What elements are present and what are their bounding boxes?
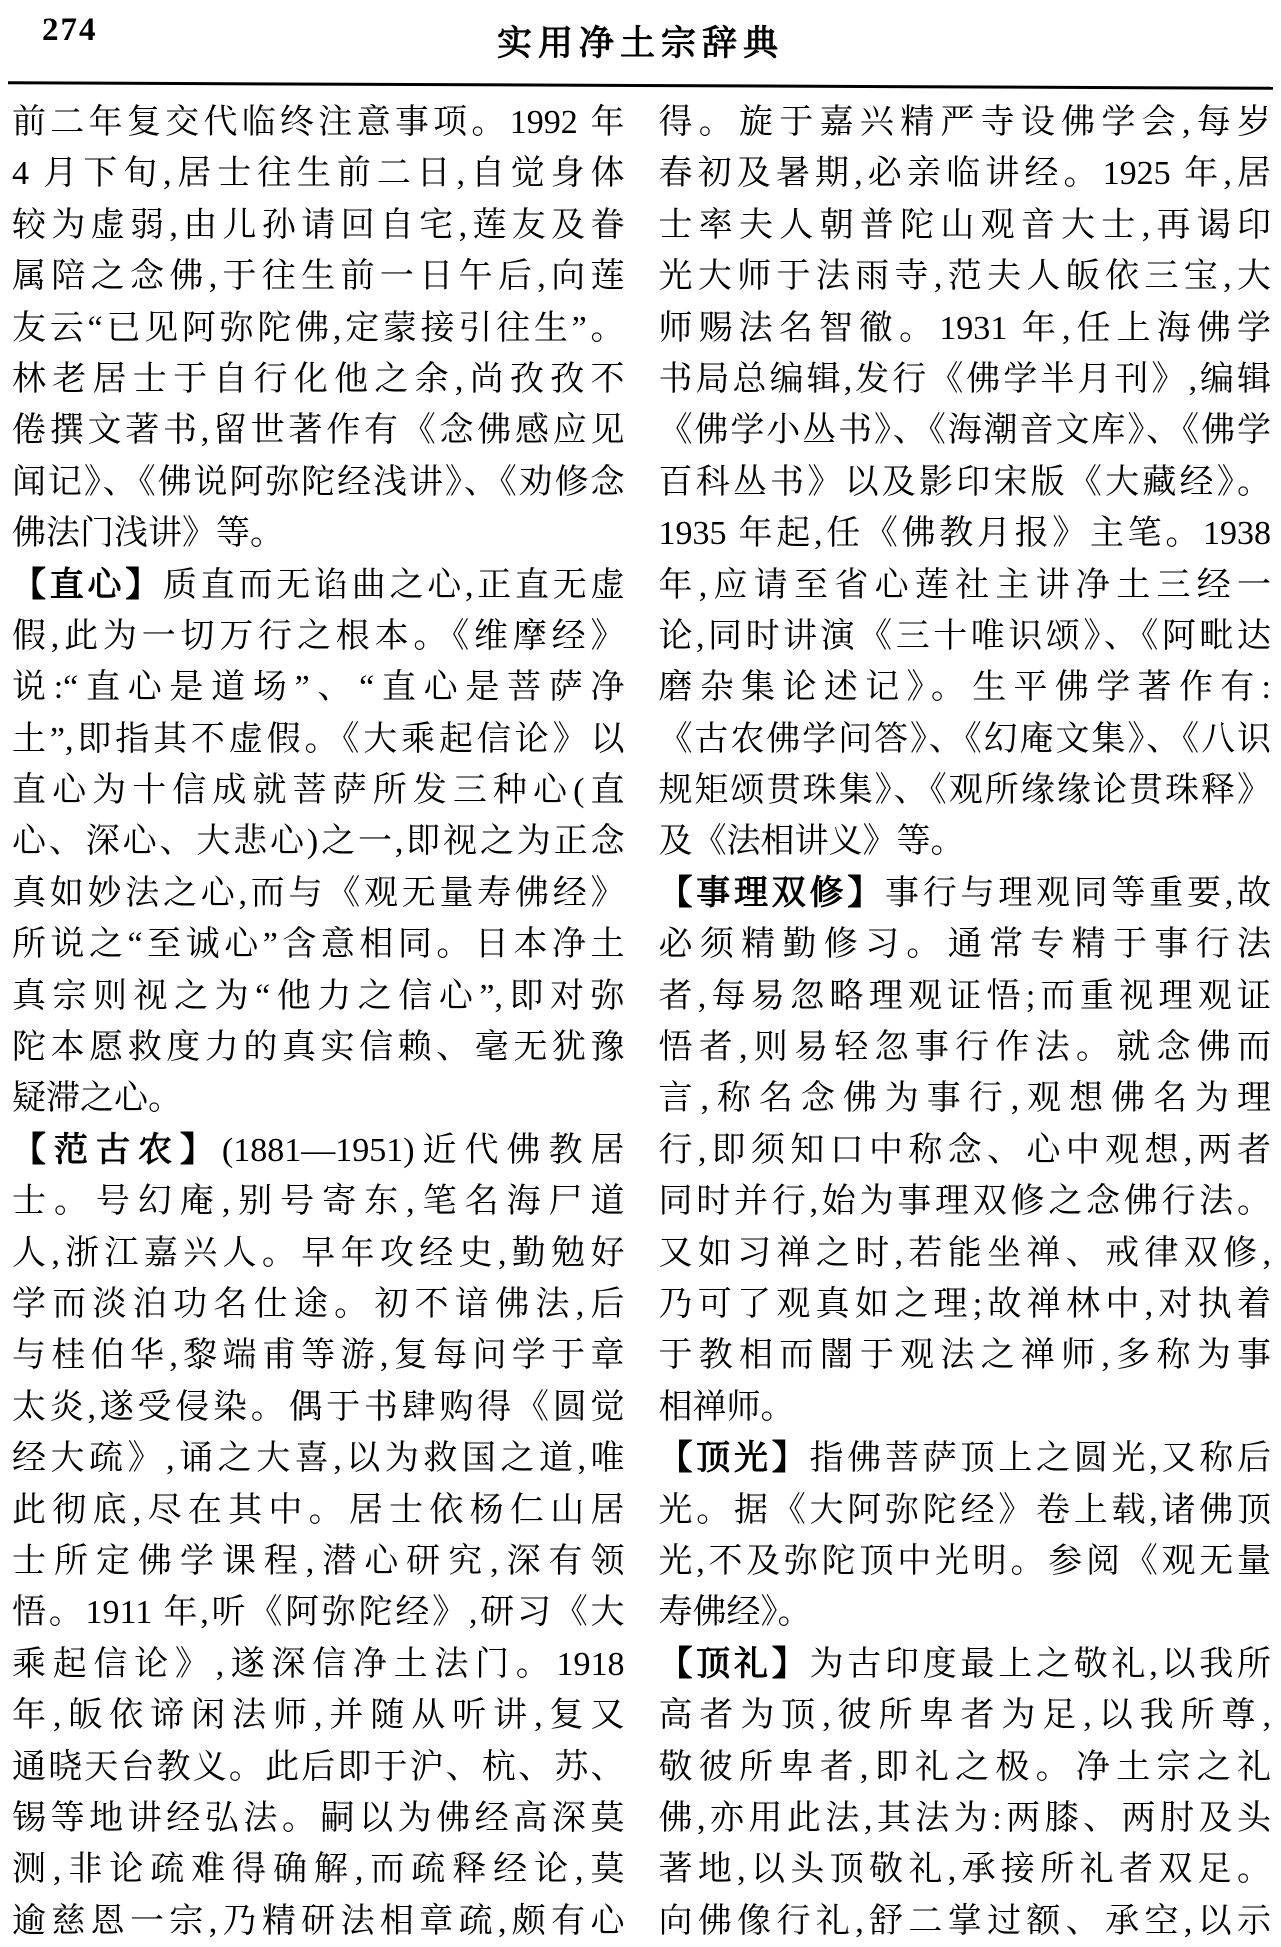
text-line: 士所定佛学课程,潜心研究,深有领 xyxy=(12,1542,625,1580)
text-line: 春初及暑期,必亲临讲经。1925 年,居 xyxy=(658,155,1271,193)
text-line: 论,同时讲演《三十唯识颂》、《阿毗达 xyxy=(658,617,1271,655)
text-line: 属陪之念佛,于往生前一日午后,向莲 xyxy=(12,258,625,296)
text-line: 规矩颂贯珠集》、《观所缘缘论贯珠释》 xyxy=(658,772,1271,810)
text-line: 与桂伯华,黎端甫等游,复每问学于章 xyxy=(12,1337,625,1375)
text-line: 及《法相讲义》等。 xyxy=(658,823,965,861)
right-column xyxy=(659,97,1272,1947)
entry-headword: 【顶光】 xyxy=(658,1440,810,1478)
text-line: 悟者,则易轻忽事行作法。就念佛而 xyxy=(658,1029,1271,1067)
text-line: 寿佛经》。 xyxy=(658,1594,812,1632)
text-line: 年,皈依谛闲法师,并随从听讲,复又 xyxy=(12,1697,625,1735)
text-line: 敬彼所卑者,即礼之极。净土宗之礼 xyxy=(658,1748,1271,1786)
text-line: 【顶礼】为古印度最上之敬礼,以我所 xyxy=(658,1645,1271,1683)
text-line: 真宗则视之为“他力之信心”,即对弥 xyxy=(12,977,625,1015)
text-line: 士。号幻庵,别号寄东,笔名海尸道 xyxy=(12,1183,625,1221)
text-line: 假,此为一切万行之根本。《维摩经》 xyxy=(12,617,625,655)
text-line: 又如习禅之时,若能坐禅、戒律双修, xyxy=(658,1234,1271,1272)
text-line: 悟。1911 年,听《阿弥陀经》,研习《大 xyxy=(12,1594,625,1632)
page-number: 274 xyxy=(42,12,98,48)
text-line: 经大疏》,诵之大喜,以为救国之道,唯 xyxy=(12,1440,625,1478)
text-line: 疑滞之心。 xyxy=(12,1080,182,1118)
text-line: 相禅师。 xyxy=(658,1388,795,1426)
text-line: 光,不及弥陀顶中光明。参阅《观无量 xyxy=(658,1542,1271,1580)
text-line: 年,应请至省心莲社主讲净土三经一 xyxy=(658,566,1271,604)
text-line: 真如妙法之心,而与《观无量寿佛经》 xyxy=(12,874,625,912)
text-line: 乃可了观真如之理;故禅林中,对执着 xyxy=(658,1285,1271,1323)
entry-headword: 【范古农】 xyxy=(12,1131,222,1169)
text-line: 佛法门浅讲》等。 xyxy=(12,515,284,553)
text-line: 人,浙江嘉兴人。早年攻经史,勤勉好 xyxy=(12,1234,625,1272)
text-line: 高者为顶,彼所卑者为足,以我所尊, xyxy=(658,1697,1271,1735)
text-line: 所说之“至诚心”含意相同。日本净土 xyxy=(12,926,625,964)
text-line: 闻记》、《佛说阿弥陀经浅讲》、《劝修念 xyxy=(12,463,625,501)
text-line: 乘起信论》,遂深信净土法门。1918 xyxy=(12,1645,625,1683)
text-line: 【顶光】指佛菩萨顶上之圆光,又称后 xyxy=(658,1440,1271,1478)
text-line: 太炎,遂受侵染。偶于书肆购得《圆觉 xyxy=(12,1388,625,1426)
text-line: 于教相而闇于观法之禅师,多称为事 xyxy=(658,1337,1271,1375)
text-line: 测,非论疏难得确解,而疏释经论,莫 xyxy=(12,1851,625,1889)
text-line: 言,称名念佛为事行,观想佛名为理 xyxy=(658,1080,1271,1118)
text-line: 通晓天台教义。此后即于沪、杭、苏、 xyxy=(12,1748,625,1786)
running-title: 实用净土宗辞典 xyxy=(496,24,784,63)
text-line: 4 月下旬,居士往生前二日,自觉身体 xyxy=(12,155,625,193)
text-line: 师赐法名智徹。1931 年,任上海佛学 xyxy=(658,309,1271,347)
text-line: 同时并行,始为事理双修之念佛行法。 xyxy=(658,1183,1271,1221)
left-column xyxy=(12,97,625,1947)
text-line: 学而淡泊功名仕途。初不谙佛法,后 xyxy=(12,1285,625,1323)
text-line: 向佛像行礼,舒二掌过额、承空,以示 xyxy=(658,1902,1271,1940)
text-line: 较为虚弱,由儿孙请回自宅,莲友及眷 xyxy=(12,206,625,244)
text-line: 佛,亦用此法,其法为:两膝、两肘及头 xyxy=(658,1799,1271,1837)
text-line: 心、深心、大悲心)之一,即视之为正念 xyxy=(12,823,625,861)
text-line: 【事理双修】事行与理观同等重要,故 xyxy=(658,874,1271,912)
page-header xyxy=(0,0,1281,70)
text-line: 者,每易忽略理观证悟;而重视理观证 xyxy=(658,977,1271,1015)
text-line: 陀本愿救度力的真实信赖、毫无犹豫 xyxy=(12,1029,625,1067)
text-line: 1935 年起,任《佛教月报》主笔。1938 xyxy=(658,515,1271,553)
text-line: 士率夫人朝普陀山观音大士,再谒印 xyxy=(658,206,1271,244)
text-line: 光大师于法雨寺,范夫人皈依三宝,大 xyxy=(658,258,1271,296)
text-line: 直心为十信成就菩萨所发三种心(直 xyxy=(12,772,625,810)
text-line: 锡等地讲经弘法。嗣以为佛经高深莫 xyxy=(12,1799,625,1837)
text-line: 得。旋于嘉兴精严寺设佛学会,每岁 xyxy=(658,104,1271,141)
text-line: 行,即须知口中称念、心中观想,两者 xyxy=(658,1131,1271,1169)
text-line: 光。据《大阿弥陀经》卷上载,诸佛顶 xyxy=(658,1491,1271,1529)
entry-headword: 【事理双修】 xyxy=(658,874,885,912)
text-line: 倦撰文著书,留世著作有《念佛感应见 xyxy=(12,412,625,450)
text-line: 《佛学小丛书》、《海潮音文库》、《佛学 xyxy=(658,412,1271,450)
text-line: 书局总编辑,发行《佛学半月刊》,编辑 xyxy=(658,360,1271,398)
text-line: 磨杂集论述记》。生平佛学著作有: xyxy=(658,669,1271,707)
text-line: 林老居士于自行化他之余,尚孜孜不 xyxy=(12,360,625,398)
text-line: 【范古农】(1881—1951)近代佛教居 xyxy=(12,1131,625,1169)
entry-headword: 【顶礼】 xyxy=(658,1645,810,1683)
text-line: 百科丛书》以及影印宋版《大藏经》。 xyxy=(658,463,1271,501)
text-line: 此彻底,尽在其中。居士依杨仁山居 xyxy=(12,1491,625,1529)
text-line: 土”,即指其不虚假。《大乘起信论》以 xyxy=(12,720,625,758)
text-line: 前二年复交代临终注意事项。1992 年 xyxy=(12,104,625,141)
entry-headword: 【直心】 xyxy=(12,566,163,604)
text-line: 说:“直心是道场”、“直心是菩萨净 xyxy=(12,669,625,707)
text-line: 著地,以头顶敬礼,承接所礼者双足。 xyxy=(658,1851,1271,1889)
text-line: 《古农佛学问答》、《幻庵文集》、《八识 xyxy=(658,720,1271,758)
text-line: 逾慈恩一宗,乃精研法相章疏,颇有心 xyxy=(12,1902,625,1940)
text-columns xyxy=(0,87,1281,1947)
text-line: 友云“已见阿弥陀佛,定蒙接引往生”。 xyxy=(12,309,625,347)
text-line: 必须精勤修习。通常专精于事行法 xyxy=(658,926,1271,964)
text-line: 【直心】质直而无谄曲之心,正直无虚 xyxy=(12,566,625,604)
